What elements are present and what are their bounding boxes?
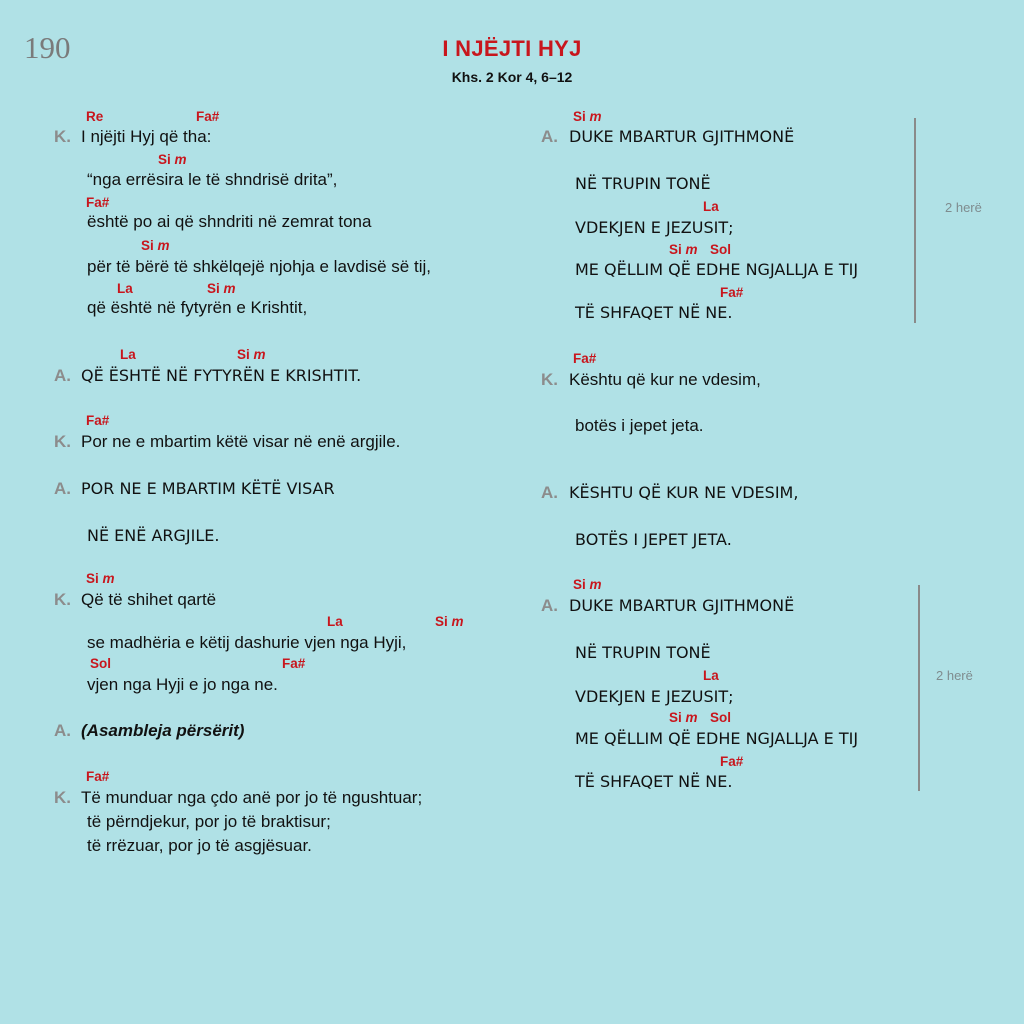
verse-line: për të bërë të shkëlqejë njohja e lavdisë së tij,: [87, 257, 431, 276]
marker-a: A.: [541, 596, 558, 615]
chord-sol: Sol: [710, 710, 732, 725]
chord-si-m: Si m: [237, 347, 266, 362]
marker-k: K.: [54, 590, 71, 609]
verse-line: vjen nga Hyji e jo nga ne.: [87, 675, 278, 694]
chord-fa-sharp: Fa#: [720, 754, 744, 769]
verse-line: botës i jepet jeta.: [575, 416, 704, 435]
assembly-line: QË ËSHTË NË FYTYRËN E KRISHTIT.: [81, 366, 362, 385]
assembly-line: TË SHFAQET NË NE.: [575, 772, 733, 791]
chord-si-m: Si m: [435, 614, 464, 629]
chord-la: La: [120, 347, 136, 362]
verse-line: Që të shihet qartë: [81, 590, 217, 609]
chord-si-m: Si m: [207, 281, 236, 296]
repeat-bracket: [918, 585, 920, 791]
verse-line: të përndjekur, por jo të braktisur;: [87, 812, 331, 831]
marker-a: A.: [541, 127, 558, 146]
assembly-line: DUKE MBARTUR GJITHMONË: [569, 127, 795, 146]
verse-line: është po ai që shndriti në zemrat tona: [87, 212, 372, 231]
assembly-line: DUKE MBARTUR GJITHMONË: [569, 596, 795, 615]
verse-line: të rrëzuar, por jo të asgjësuar.: [87, 836, 312, 855]
verse-line: Por ne e mbartim këtë visar në enë argjile.: [81, 432, 401, 451]
chord-la: La: [327, 614, 343, 629]
verse-line: Kështu që kur ne vdesim,: [569, 370, 761, 389]
chord-re: Re: [86, 109, 104, 124]
repeat-count: 2 herë: [936, 668, 973, 683]
chord-fa-sharp: Fa#: [86, 413, 110, 428]
chord-fa-sharp: Fa#: [720, 285, 744, 300]
chord-si-m: Si m: [669, 710, 698, 725]
assembly-line: ME QËLLIM QË EDHE NGJALLJA E TIJ: [575, 729, 859, 748]
assembly-line: TË SHFAQET NË NE.: [575, 303, 733, 322]
chord-si-m: Si m: [158, 152, 187, 167]
verse-line: që është në fytyrën e Krishtit,: [87, 298, 308, 317]
marker-k: K.: [54, 788, 71, 807]
assembly-line: KËSHTU QË KUR NE VDESIM,: [569, 483, 799, 502]
page-number: 190: [24, 30, 71, 65]
marker-k: K.: [54, 127, 71, 146]
chord-fa-sharp: Fa#: [86, 769, 110, 784]
marker-k: K.: [54, 432, 71, 451]
assembly-line: ME QËLLIM QË EDHE NGJALLJA E TIJ: [575, 260, 859, 279]
chord-si-m: Si m: [573, 109, 602, 124]
assembly-line: NË TRUPIN TONË: [575, 174, 711, 193]
song-title: I NJËJTI HYJ: [442, 36, 582, 61]
scripture-reference: Khs. 2 Kor 4, 6–12: [451, 69, 573, 85]
chord-fa-sharp: Fa#: [196, 109, 220, 124]
chord-si-m: Si m: [86, 571, 115, 586]
chord-la: La: [703, 668, 719, 683]
chord-fa-sharp: Fa#: [86, 195, 110, 210]
chord-fa-sharp: Fa#: [282, 656, 306, 671]
marker-a: A.: [54, 479, 71, 498]
marker-a: A.: [541, 483, 558, 502]
repeat-instruction: (Asambleja përsërit): [81, 721, 245, 740]
marker-k: K.: [541, 370, 558, 389]
marker-a: A.: [54, 366, 71, 385]
assembly-line: VDEKJEN E JEZUSIT;: [575, 687, 734, 706]
chord-sol: Sol: [90, 656, 112, 671]
assembly-line: POR NE E MBARTIM KËTË VISAR: [81, 479, 335, 498]
verse-line: Të munduar nga çdo anë por jo të ngushtuar;: [81, 788, 423, 807]
marker-a: A.: [54, 721, 71, 740]
verse-line: I njëjti Hyj që tha:: [81, 127, 212, 146]
repeat-bracket: [914, 118, 916, 323]
assembly-line: VDEKJEN E JEZUSIT;: [575, 218, 734, 237]
assembly-line: NË TRUPIN TONË: [575, 643, 711, 662]
chord-si-m: Si m: [669, 242, 698, 257]
chord-si-m: Si m: [141, 238, 170, 253]
assembly-line: BOTËS I JEPET JETA.: [575, 530, 732, 549]
chord-la: La: [117, 281, 133, 296]
chord-si-m: Si m: [573, 577, 602, 592]
chord-sol: Sol: [710, 242, 732, 257]
chord-fa-sharp: Fa#: [573, 351, 597, 366]
assembly-line: NË ENË ARGJILE.: [87, 526, 220, 545]
chord-la: La: [703, 199, 719, 214]
verse-line: “nga errësira le të shndrisë drita”,: [87, 170, 338, 189]
repeat-count: 2 herë: [945, 200, 982, 215]
verse-line: se madhëria e këtij dashurie vjen nga Hyji,: [87, 633, 407, 652]
